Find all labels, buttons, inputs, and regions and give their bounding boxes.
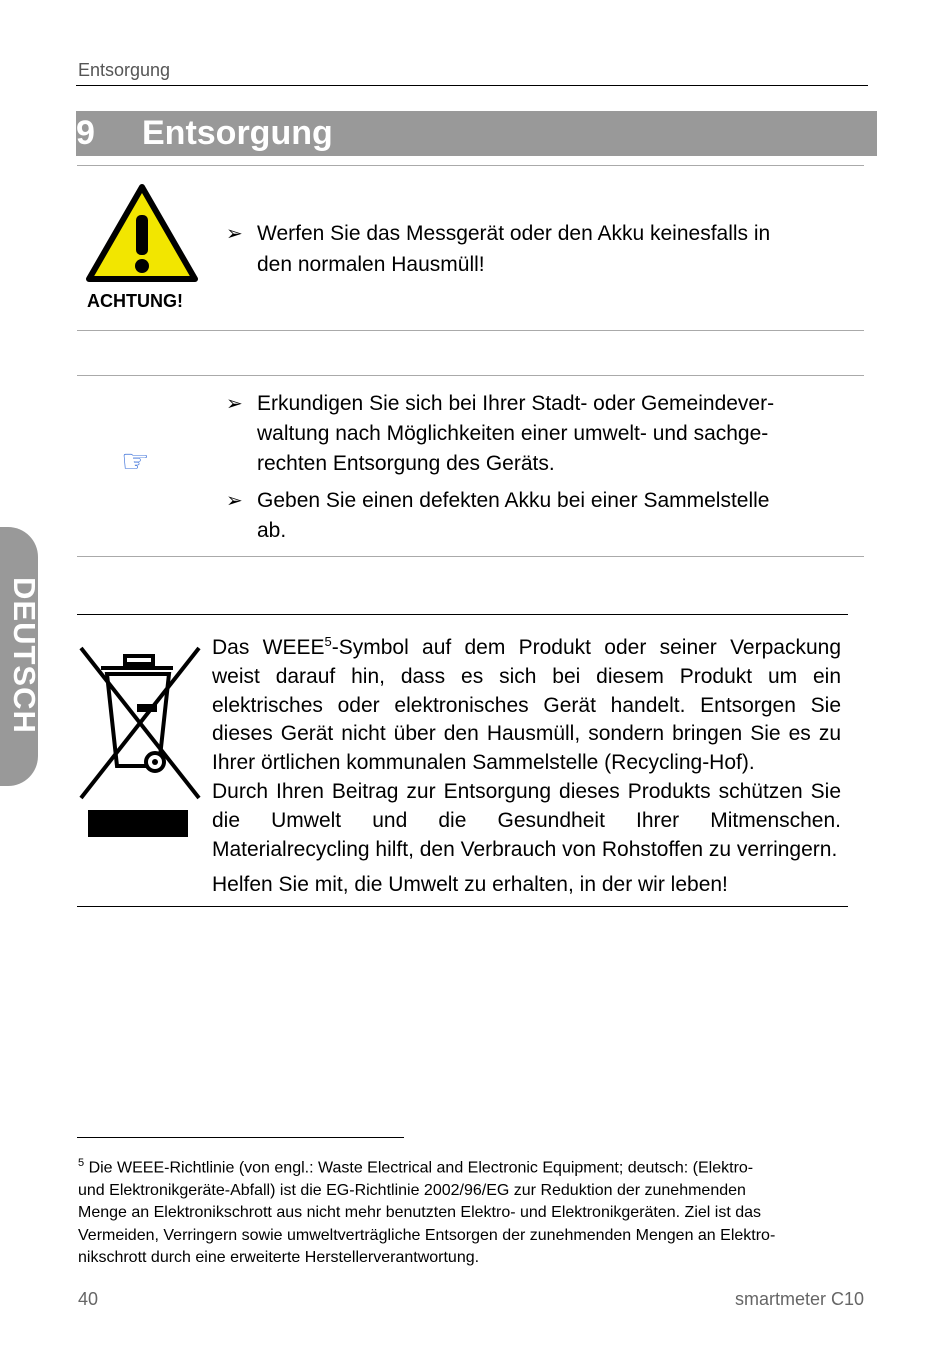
bullet-arrow-icon: ➢ xyxy=(226,490,243,512)
weee-paragraph-2: Durch Ihren Beitrag zur Entsorgung dieses Produkts schützen Sie die Umwelt und die Gesundheit Ihrer Mitmenschen. Materialrecycling hilft, den Verbrauch von Rohstoffen zu verringern. xyxy=(212,780,841,861)
footnote-number: 5 xyxy=(78,1157,85,1169)
weee-top-rule xyxy=(77,614,848,615)
weee-paragraph-3: Helfen Sie mit, die Umwelt zu erhalten, in der wir leben! xyxy=(212,873,728,896)
warning-triangle-icon xyxy=(85,183,199,283)
warning-bullet-line: Werfen Sie das Messgerät oder den Akku keinesfalls in xyxy=(257,222,771,245)
weee-paragraph-1-start: Das WEEE xyxy=(212,636,325,659)
warning-bottom-rule xyxy=(77,330,864,331)
page-number: 40 xyxy=(78,1289,99,1309)
footnote-line: nikschrott durch eine erweiterte Herstellerverantwortung. xyxy=(78,1249,480,1267)
footnote-line xyxy=(78,1152,870,1180)
pointing-hand-icon: ☞ xyxy=(121,443,150,479)
note-top-rule xyxy=(77,375,864,376)
footnote-line: und Elektronikgeräte-Abfall) ist die EG-Richtlinie 2002/96/EG zur Reduktion der zunehmenden xyxy=(78,1181,746,1199)
running-header: Entsorgung xyxy=(78,60,171,80)
footnote-reference: 5 xyxy=(324,634,332,649)
note-bullet-line: rechten Entsorgung des Geräts. xyxy=(257,452,555,475)
bullet-arrow-icon: ➢ xyxy=(226,223,243,245)
header-rule xyxy=(76,85,868,86)
language-side-tab xyxy=(0,527,42,786)
chapter-heading xyxy=(76,111,877,156)
note-bullet-line: waltung nach Möglichkeiten einer umwelt- und sachge- xyxy=(257,422,769,445)
weee-paragraph-1-rest: -Symbol auf dem Produkt oder seiner Verpackung weist darauf hin, dass es sich bei diesem Produkt um ein elektrisches oder elektronisches Gerät handelt. Entsorgen Sie dieses Gerät nicht über den Hausmüll, sondern bringen Sie es zu Ihrer örtlichen kommunalen Sammelstelle (Recycling-Hof). xyxy=(212,636,841,775)
warning-top-rule xyxy=(77,165,864,166)
crossed-out-wheelie-bin-icon xyxy=(79,638,203,840)
weee-paragraph-1 xyxy=(212,628,841,778)
footnote xyxy=(78,1152,870,1270)
warning-label: ACHTUNG! xyxy=(87,291,183,311)
note-bullet-line: Geben Sie einen defekten Akku bei einer Sammelstelle xyxy=(257,489,770,512)
chapter-number: 9 xyxy=(76,114,95,152)
footnote-line-text: Die WEEE-Richtlinie (von engl.: Waste Electrical and Electronic Equipment; deutsch: (Elektro- xyxy=(84,1159,754,1177)
note-bullet-line: ab. xyxy=(257,519,287,542)
note-bottom-rule xyxy=(77,556,864,557)
bullet-arrow-icon: ➢ xyxy=(226,393,243,415)
note-bullet-line: Erkundigen Sie sich bei Ihrer Stadt- oder Gemeindever- xyxy=(257,392,775,415)
chapter-title: Entsorgung xyxy=(142,114,333,152)
product-name: smartmeter C10 xyxy=(734,1289,864,1309)
warning-bullet-line: den normalen Hausmüll! xyxy=(257,253,485,276)
footnote-line: Vermeiden, Verringern sowie umweltverträgliche Entsorgen der zunehmenden Mengen an Elektro- xyxy=(78,1226,776,1244)
language-side-tab-label: DEUTSCH xyxy=(7,577,42,734)
footnote-rule xyxy=(77,1137,404,1138)
weee-bottom-rule xyxy=(77,906,848,907)
footnote-line: Menge an Elektronikschrott aus nicht mehr benutzten Elektro- und Elektronikgeräten. Ziel ist das xyxy=(78,1204,762,1222)
